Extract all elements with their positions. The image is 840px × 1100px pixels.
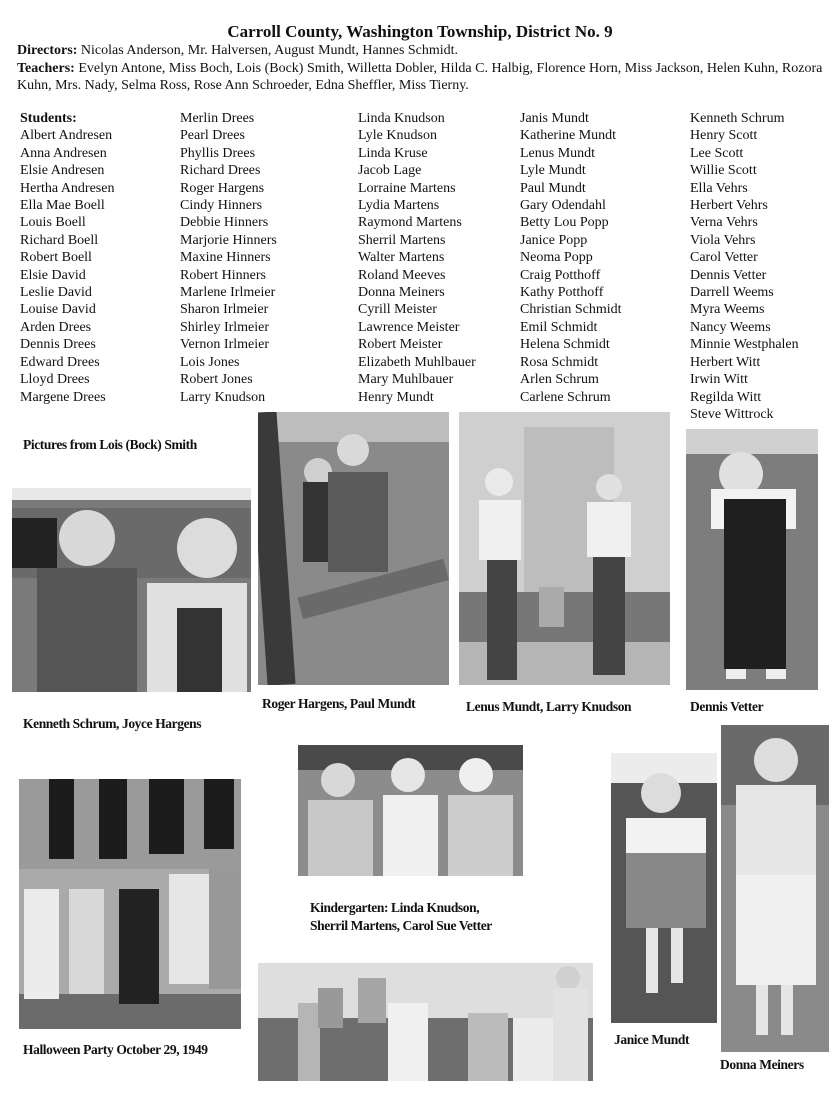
student-name: Viola Vehrs: [690, 232, 756, 248]
directors-label: Directors:: [17, 43, 78, 58]
page-title: Carroll County, Washington Township, District No. 9: [227, 22, 613, 41]
student-name: Carlene Schrum: [520, 389, 611, 405]
student-name: Merlin Drees: [180, 111, 255, 126]
student-name: Nancy Weems: [690, 319, 771, 335]
student-name: Arlen Schrum: [520, 372, 599, 388]
student-name: Lois Jones: [180, 354, 240, 370]
student-name: Herbert Witt: [690, 354, 761, 370]
student-name: Vernon Irlmeier: [180, 337, 270, 353]
photo-janice-mundt: [611, 753, 717, 1023]
teachers-list: Evelyn Antone, Miss Boch, Lois (Bock) Smith, Willetta Dobler, Hilda C. Halbig, Florence Horn, Miss Jackson, Helen Kuhn, Rozora Kuhn, Mrs. Nady, Selma Ross, Rose Ann Schroeder, Edna Sheffler, Miss Tierny.: [17, 61, 823, 93]
directors-list: Nicolas Anderson, Mr. Halversen, August Mundt, Hannes Schmidt.: [80, 43, 459, 58]
student-name: Betty Lou Popp: [520, 215, 609, 231]
student-name: Ella Mae Boell: [20, 198, 105, 214]
caption-halloween: Halloween Party October 29, 1949: [23, 1042, 208, 1057]
student-name: Roger Hargens: [180, 180, 265, 196]
caption-donna-meiners: Donna Meiners: [720, 1057, 804, 1072]
student-name: Christian Schmidt: [520, 302, 622, 318]
student-name: Debbie Hinners: [180, 215, 269, 231]
student-name: Linda Knudson: [358, 111, 445, 126]
student-name: Jacob Lage: [358, 163, 422, 179]
student-name: Kenneth Schrum: [690, 111, 785, 126]
photo-mundt-knudson: [459, 412, 670, 685]
students-column-3: [358, 110, 476, 406]
student-name: Henry Mundt: [358, 389, 434, 405]
student-name: Robert Jones: [180, 372, 253, 388]
student-name: Phyllis Drees: [180, 145, 256, 161]
student-name: Katherine Mundt: [520, 128, 617, 144]
photo-masked-group: [258, 963, 593, 1081]
photo-hargens-mundt: [258, 412, 449, 685]
student-name: Myra Weems: [690, 302, 765, 318]
directors-line: [17, 42, 827, 59]
student-name: Sharon Irlmeier: [180, 302, 269, 318]
photo-kindergarten: [298, 745, 523, 876]
student-name: Cindy Hinners: [180, 198, 263, 214]
student-name: Donna Meiners: [358, 285, 445, 301]
student-name: Emil Schmidt: [520, 319, 598, 335]
photo-schrum-hargens: [12, 488, 251, 692]
student-name: Janice Popp: [520, 232, 588, 248]
student-name: Helena Schmidt: [520, 337, 610, 353]
students-column-4: [520, 110, 622, 406]
student-name: Walter Martens: [358, 250, 445, 266]
student-name: Margene Drees: [20, 389, 106, 405]
student-name: Edward Drees: [20, 354, 100, 370]
student-name: Lyle Mundt: [520, 163, 586, 179]
student-name: Mary Muhlbauer: [358, 372, 454, 388]
student-name: Maxine Hinners: [180, 250, 271, 266]
student-name: Darrell Weems: [690, 285, 774, 301]
student-name: Lydia Martens: [358, 198, 440, 214]
student-name: Ella Vehrs: [690, 180, 748, 196]
students-label: Students:: [20, 111, 77, 126]
student-name: Steve Wittrock: [690, 406, 774, 422]
student-name: Lawrence Meister: [358, 319, 460, 335]
student-name: Anna Andresen: [20, 145, 107, 161]
student-name: Carol Vetter: [690, 250, 758, 266]
student-name: Herbert Vehrs: [690, 198, 768, 214]
student-name: Arden Drees: [20, 319, 92, 335]
student-name: Lorraine Martens: [358, 180, 456, 196]
student-name: Roland Meeves: [358, 267, 446, 283]
student-name: Craig Potthoff: [520, 267, 601, 283]
student-name: Janis Mundt: [520, 111, 589, 126]
photo-donna-meiners: [721, 725, 829, 1052]
student-name: Irwin Witt: [690, 372, 748, 388]
student-name: Lloyd Drees: [20, 372, 90, 388]
student-name: Elizabeth Muhlbauer: [358, 354, 476, 370]
caption-hargens-mundt: Roger Hargens, Paul Mundt: [262, 696, 416, 711]
student-name: Lenus Mundt: [520, 145, 596, 161]
student-name: Robert Meister: [358, 337, 443, 353]
student-name: Sherril Martens: [358, 232, 446, 248]
student-name: Verna Vehrs: [690, 215, 758, 231]
student-name: Elsie Andresen: [20, 163, 105, 179]
student-name: Raymond Martens: [358, 215, 462, 231]
student-name: Dennis Vetter: [690, 267, 767, 283]
student-name: Richard Drees: [180, 163, 261, 179]
student-name: Pearl Drees: [180, 128, 245, 144]
student-name: Leslie David: [20, 285, 92, 301]
photo-dennis-vetter: [686, 429, 818, 690]
student-name: Kathy Potthoff: [520, 285, 604, 301]
student-name: Larry Knudson: [180, 389, 266, 405]
student-name: Gary Odendahl: [520, 198, 606, 214]
student-name: Louis Boell: [20, 215, 86, 231]
caption-dennis-vetter: Dennis Vetter: [690, 699, 764, 714]
student-name: Elsie David: [20, 267, 86, 283]
caption-kindergarten-line1: Kindergarten: Linda Knudson,: [310, 900, 480, 915]
student-name: Linda Kruse: [358, 145, 428, 161]
caption-janice-mundt: Janice Mundt: [614, 1032, 690, 1047]
student-name: Paul Mundt: [520, 180, 586, 196]
student-name: Robert Hinners: [180, 267, 266, 283]
student-name: Louise David: [20, 302, 96, 318]
student-name: Richard Boell: [20, 232, 99, 248]
student-name: Marlene Irlmeier: [180, 285, 276, 301]
caption-kindergarten-line2: Sherril Martens, Carol Sue Vetter: [310, 918, 492, 933]
student-name: Cyrill Meister: [358, 302, 437, 318]
student-name: Marjorie Hinners: [180, 232, 277, 248]
student-name: Willie Scott: [690, 163, 757, 179]
student-name: Robert Boell: [20, 250, 92, 266]
student-name: Regilda Witt: [690, 389, 762, 405]
student-name: Albert Andresen: [20, 128, 113, 144]
student-name: Shirley Irlmeier: [180, 319, 270, 335]
students-column-2: [180, 110, 277, 406]
student-name: Lyle Knudson: [358, 128, 437, 144]
teachers-label: Teachers:: [17, 61, 75, 76]
caption-mundt-knudson: Lenus Mundt, Larry Knudson: [466, 699, 632, 714]
student-name: Neoma Popp: [520, 250, 593, 266]
students-column-1: [20, 110, 114, 406]
teachers-line: [17, 60, 827, 94]
photo-halloween-party: [19, 779, 241, 1029]
student-name: Dennis Drees: [20, 337, 96, 353]
caption-schrum-hargens: Kenneth Schrum, Joyce Hargens: [23, 716, 202, 731]
student-name: Henry Scott: [690, 128, 758, 144]
student-name: Minnie Westphalen: [690, 337, 799, 353]
students-column-5: [690, 110, 799, 423]
student-name: Lee Scott: [690, 145, 744, 161]
pictures-heading: Pictures from Lois (Bock) Smith: [23, 437, 197, 452]
student-name: Rosa Schmidt: [520, 354, 599, 370]
student-name: Hertha Andresen: [20, 180, 115, 196]
